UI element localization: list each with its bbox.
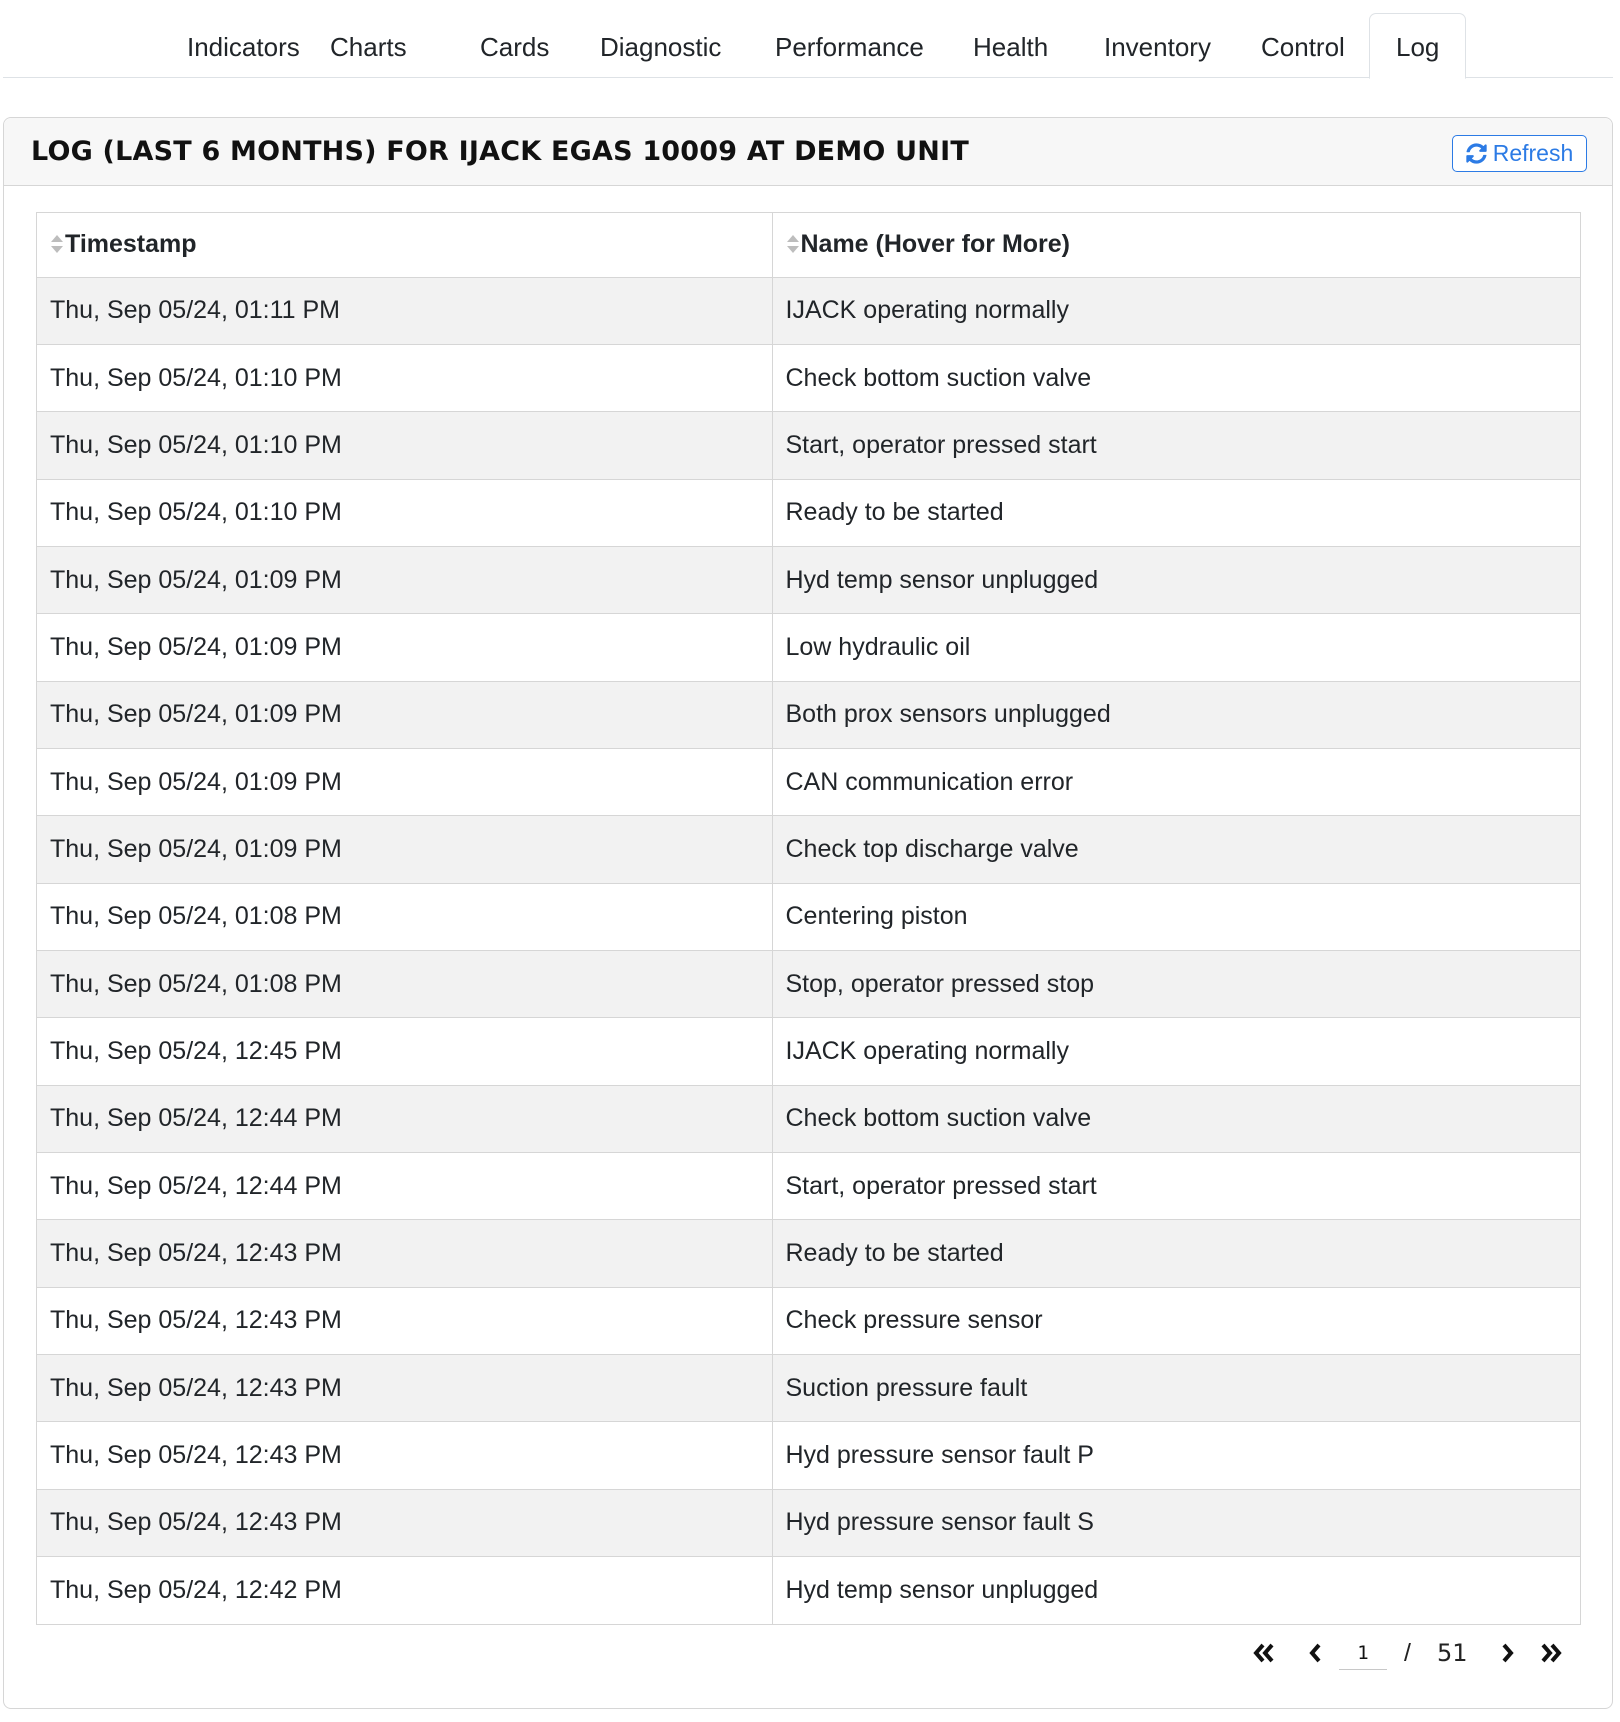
table-row [37, 546, 1580, 613]
table-row [37, 479, 1580, 546]
refresh-label: Refresh [1492, 140, 1574, 166]
tab-cards[interactable]: Cards [480, 32, 550, 62]
table-row [37, 1557, 1580, 1624]
event-name-cell[interactable]: Ready to be started [772, 1220, 1580, 1287]
timestamp-cell: Thu, Sep 05/24, 01:10 PM [37, 479, 772, 546]
table-row [37, 1422, 1580, 1489]
pagination [1249, 1633, 1566, 1673]
event-name-cell[interactable]: Check bottom suction valve [772, 344, 1580, 411]
event-name-cell[interactable]: Start, operator pressed start [772, 412, 1580, 479]
tab-charts[interactable]: Charts [330, 32, 407, 62]
timestamp-cell: Thu, Sep 05/24, 12:44 PM [37, 1085, 772, 1152]
sort-icon[interactable] [50, 233, 64, 255]
timestamp-cell: Thu, Sep 05/24, 01:09 PM [37, 748, 772, 815]
timestamp-cell: Thu, Sep 05/24, 12:43 PM [37, 1422, 772, 1489]
table-row [37, 816, 1580, 883]
table-row [37, 1355, 1580, 1422]
column-label: Name (Hover for More) [800, 230, 1070, 259]
event-name-cell[interactable]: Check top discharge valve [772, 816, 1580, 883]
table-row [37, 614, 1580, 681]
event-name-cell[interactable]: CAN communication error [772, 748, 1580, 815]
total-pages: 51 [1436, 1639, 1468, 1667]
next-page-button[interactable] [1492, 1638, 1522, 1668]
table-row [37, 681, 1580, 748]
timestamp-cell: Thu, Sep 05/24, 12:45 PM [37, 1018, 772, 1085]
tab-nav [3, 0, 1613, 78]
table-row [37, 1287, 1580, 1354]
log-table [36, 212, 1581, 1625]
event-name-cell[interactable]: IJACK operating normally [772, 277, 1580, 344]
double-chevron-left-icon [1252, 1642, 1276, 1664]
log-card [3, 117, 1613, 1709]
table-row [37, 1085, 1580, 1152]
table-row [37, 1018, 1580, 1085]
last-page-button[interactable] [1536, 1638, 1566, 1668]
timestamp-cell: Thu, Sep 05/24, 01:08 PM [37, 883, 772, 950]
column-header-timestamp[interactable] [37, 213, 772, 277]
table-body [37, 277, 1580, 1624]
double-chevron-right-icon [1539, 1642, 1563, 1664]
event-name-cell[interactable]: Low hydraulic oil [772, 614, 1580, 681]
sync-icon [1466, 143, 1487, 164]
card-title: LOG (LAST 6 MONTHS) FOR IJACK EGAS 10009 AT DEMO UNIT [31, 136, 969, 167]
timestamp-cell: Thu, Sep 05/24, 12:44 PM [37, 1152, 772, 1219]
table-header-row [37, 213, 1580, 277]
chevron-left-icon [1304, 1642, 1328, 1664]
tab-indicators[interactable]: Indicators [187, 32, 300, 62]
event-name-cell[interactable]: Stop, operator pressed stop [772, 950, 1580, 1017]
column-header-name[interactable] [772, 213, 1580, 277]
timestamp-cell: Thu, Sep 05/24, 01:10 PM [37, 412, 772, 479]
tab-control[interactable]: Control [1261, 32, 1345, 62]
prev-page-button[interactable] [1301, 1638, 1331, 1668]
event-name-cell[interactable]: Both prox sensors unplugged [772, 681, 1580, 748]
event-name-cell[interactable]: Ready to be started [772, 479, 1580, 546]
timestamp-cell: Thu, Sep 05/24, 01:09 PM [37, 681, 772, 748]
refresh-button[interactable] [1452, 135, 1587, 172]
timestamp-cell: Thu, Sep 05/24, 12:43 PM [37, 1287, 772, 1354]
table-row [37, 748, 1580, 815]
table-row [37, 277, 1580, 344]
timestamp-cell: Thu, Sep 05/24, 12:42 PM [37, 1557, 772, 1624]
event-name-cell[interactable]: Start, operator pressed start [772, 1152, 1580, 1219]
event-name-cell[interactable]: Hyd temp sensor unplugged [772, 546, 1580, 613]
timestamp-cell: Thu, Sep 05/24, 01:08 PM [37, 950, 772, 1017]
timestamp-cell: Thu, Sep 05/24, 01:10 PM [37, 344, 772, 411]
timestamp-cell: Thu, Sep 05/24, 12:43 PM [37, 1355, 772, 1422]
event-name-cell[interactable]: Centering piston [772, 883, 1580, 950]
table-row [37, 883, 1580, 950]
table-row [37, 1489, 1580, 1556]
card-header [4, 118, 1612, 186]
timestamp-cell: Thu, Sep 05/24, 01:09 PM [37, 614, 772, 681]
tab-inventory[interactable]: Inventory [1104, 32, 1211, 62]
event-name-cell[interactable]: Check bottom suction valve [772, 1085, 1580, 1152]
timestamp-cell: Thu, Sep 05/24, 01:09 PM [37, 816, 772, 883]
event-name-cell[interactable]: Hyd pressure sensor fault S [772, 1489, 1580, 1556]
first-page-button[interactable] [1249, 1638, 1279, 1668]
sort-icon[interactable] [786, 233, 800, 255]
table-row [37, 950, 1580, 1017]
timestamp-cell: Thu, Sep 05/24, 12:43 PM [37, 1220, 772, 1287]
tab-performance[interactable]: Performance [775, 32, 924, 62]
event-name-cell[interactable]: Hyd pressure sensor fault P [772, 1422, 1580, 1489]
table-row [37, 1152, 1580, 1219]
page-separator: / [1404, 1638, 1411, 1667]
event-name-cell[interactable]: Suction pressure fault [772, 1355, 1580, 1422]
table-row [37, 412, 1580, 479]
chevron-right-icon [1495, 1642, 1519, 1664]
tab-diagnostic[interactable]: Diagnostic [600, 32, 722, 62]
tab-log[interactable]: Log [1369, 13, 1466, 79]
event-name-cell[interactable]: IJACK operating normally [772, 1018, 1580, 1085]
event-name-cell[interactable]: Hyd temp sensor unplugged [772, 1557, 1580, 1624]
tab-health[interactable]: Health [973, 32, 1049, 62]
table-row [37, 344, 1580, 411]
timestamp-cell: Thu, Sep 05/24, 01:09 PM [37, 546, 772, 613]
page-number-input[interactable] [1339, 1636, 1387, 1670]
column-label: Timestamp [65, 230, 197, 259]
timestamp-cell: Thu, Sep 05/24, 12:43 PM [37, 1489, 772, 1556]
table-row [37, 1220, 1580, 1287]
timestamp-cell: Thu, Sep 05/24, 01:11 PM [37, 277, 772, 344]
event-name-cell[interactable]: Check pressure sensor [772, 1287, 1580, 1354]
